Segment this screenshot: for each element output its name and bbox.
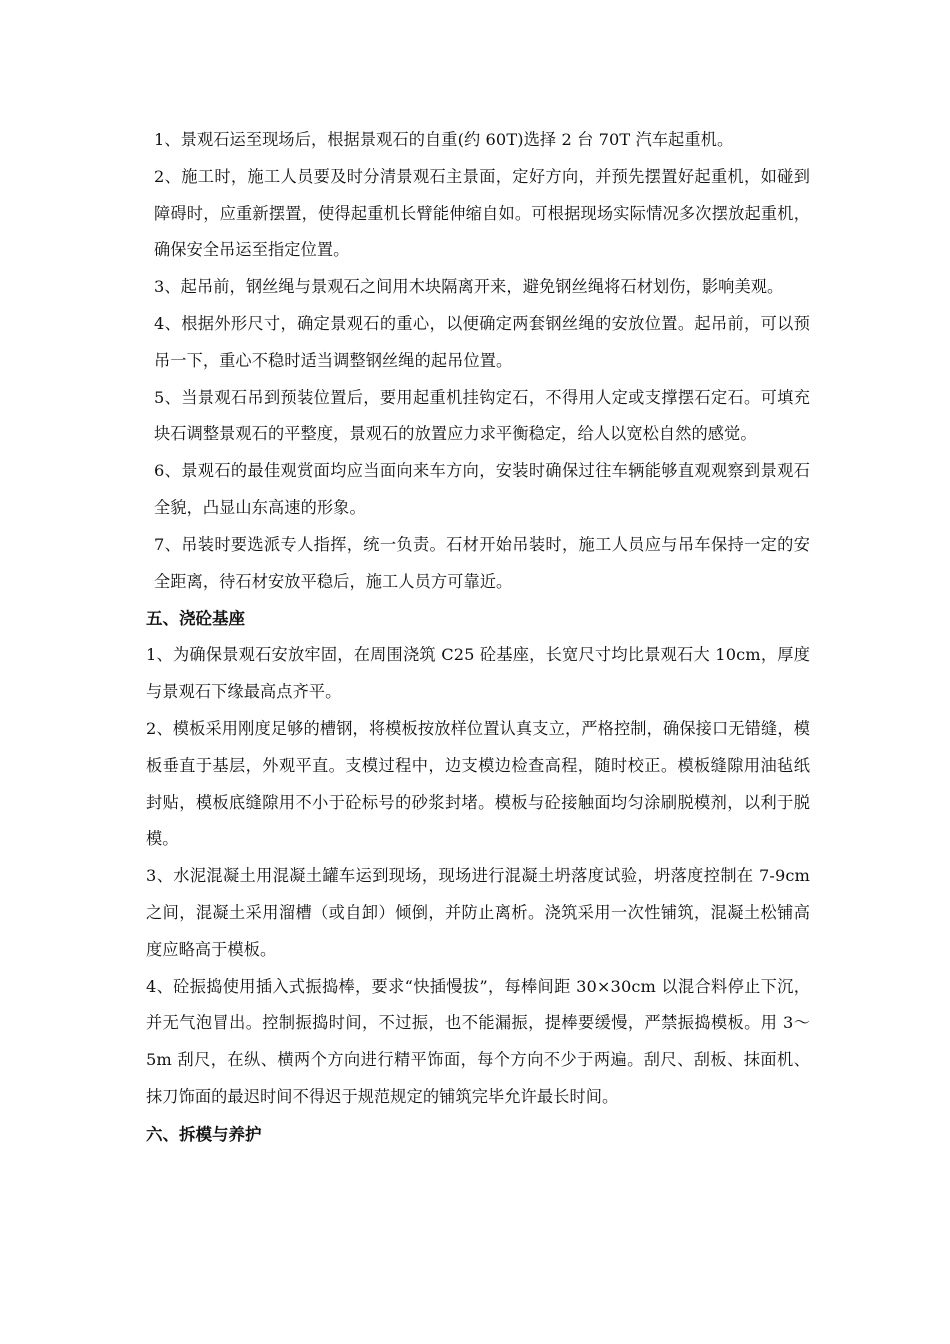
paragraph-item-2: 2、施工时，施工人员要及时分清景观石主景面，定好方向，并预先摆置好起重机，如碰到障碍时，应重新摆置，使得起重机长臂能伸缩自如。可根据现场实际情况多次摆放起重机，确保安全吊运至指定位置。 [154, 166, 810, 260]
paragraph-item-6: 6、景观石的最佳观赏面均应当面向来车方向，安装时确保过往车辆能够直观观察到景观石全貌，凸显山东高速的形象。 [154, 461, 810, 517]
section-heading-6: 六、拆模与养护 [146, 1124, 262, 1144]
paragraph-base-2: 2、模板采用刚度足够的槽钢，将模板按放样位置认真支立，严格控制，确保接口无错缝，模板垂直于基层，外观平直。支模过程中，边支模边检查高程，随时校正。模板缝隙用油毡纸封贴，模板底缝隙用不小于砼标号的砂浆封堵。模板与砼接触面均匀涂刷脱模剂，以利于脱模。 [146, 718, 810, 849]
section-heading-5: 五、浇砼基座 [146, 609, 245, 629]
paragraph-base-3: 3、水泥混凝土用混凝土罐车运到现场，现场进行混凝土坍落度试验，坍落度控制在 7-9cm 之间，混凝土采用溜槽（或自卸）倾倒，并防止离析。浇筑采用一次性铺筑，混凝土松铺高度应略高于模板。 [146, 866, 810, 959]
paragraph-base-4: 4、砼振捣使用插入式振捣棒，要求“快插慢拔”，每棒间距 30×30cm 以混合料停止下沉，并无气泡冒出。控制振捣时间，不过振，也不能漏振，提棒要缓慢，严禁振捣模板。用 3～5m 刮尺，在纵、横两个方向进行精平饰面，每个方向不少于两遍。刮尺、刮板、抹面机、抹刀饰面的最迟时间不得迟于规范规定的铺筑完毕允许最长时间。 [146, 976, 810, 1106]
paragraph-base-1: 1、为确保景观石安放牢固，在周围浇筑 C25 砼基座，长宽尺寸均比景观石大 10cm，厚度与景观石下缘最高点齐平。 [146, 645, 810, 702]
document-page [146, 122, 810, 1153]
paragraph-item-4: 4、根据外形尺寸，确定景观石的重心，以便确定两套钢丝绳的安放位置。起吊前，可以预吊一下，重心不稳时适当调整钢丝绳的起吊位置。 [154, 313, 810, 370]
paragraph-item-7: 7、吊装时要选派专人指挥，统一负责。石材开始吊装时，施工人员应与吊车保持一定的安全距离，待石材安放平稳后，施工人员方可靠近。 [154, 534, 810, 591]
paragraph-item-3: 3、起吊前，钢丝绳与景观石之间用木块隔离开来，避免钢丝绳将石材划伤，影响美观。 [154, 277, 784, 297]
paragraph-item-5: 5、当景观石吊到预装位置后，要用起重机挂钩定石，不得用人定或支撑摆石定石。可填充块石调整景观石的平整度，景观石的放置应力求平衡稳定，给人以宽松自然的感觉。 [154, 387, 810, 444]
paragraph-item-1: 1、景观石运至现场后，根据景观石的自重(约 60T)选择 2 台 70T 汽车起重机。 [154, 130, 734, 149]
